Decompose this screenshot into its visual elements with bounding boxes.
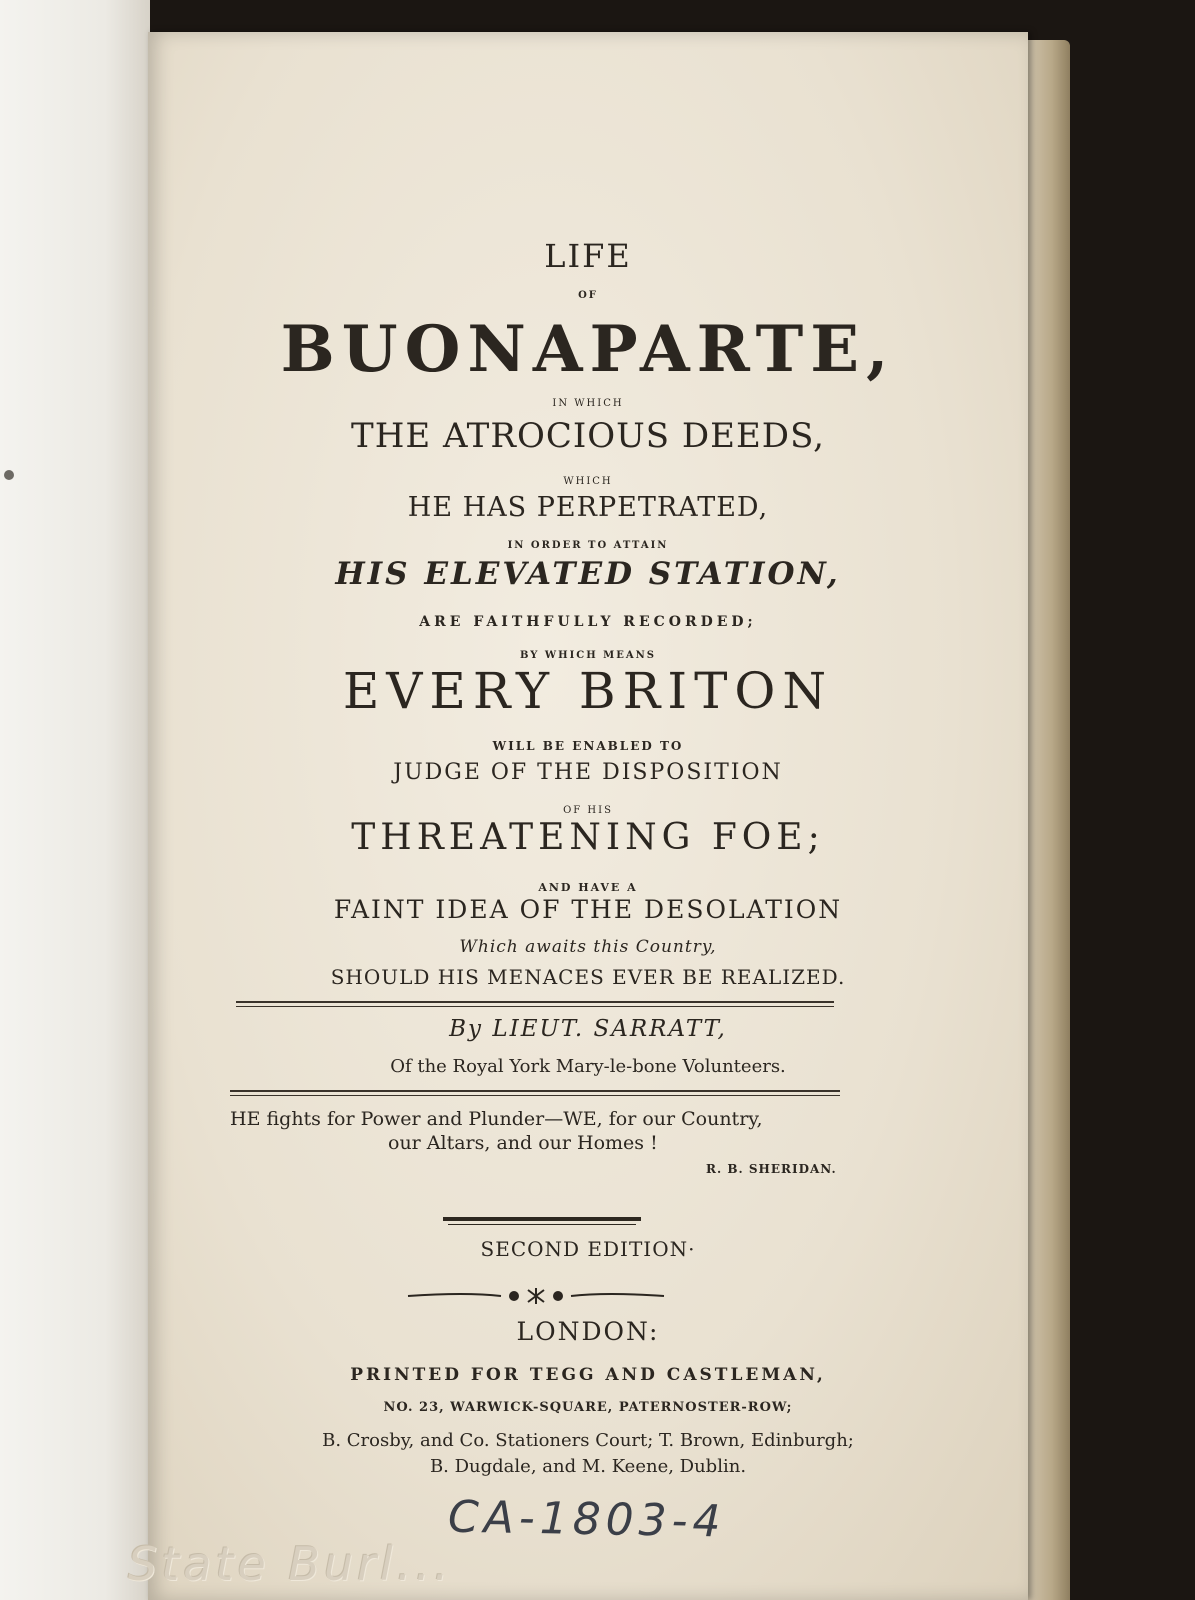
divider-rule <box>230 1090 840 1092</box>
author-regiment: Of the Royal York Mary-le-bone Volunteers. <box>390 1056 786 1077</box>
title-by-which: BY WHICH MEANS <box>520 650 656 661</box>
title-perpetrated: HE HAS PERPETRATED, <box>407 492 769 523</box>
imprint-city: LONDON: <box>516 1317 660 1346</box>
title-of-his: OF HIS <box>563 805 613 816</box>
title-subject: BUONAPARTE, <box>280 312 896 387</box>
title-threatening-foe: THREATENING FOE; <box>351 817 825 858</box>
divider-rule <box>230 1095 840 1096</box>
title-judge: JUDGE OF THE DISPOSITION <box>393 760 783 785</box>
epigraph-line-2: our Altars, and our Homes ! <box>388 1132 658 1154</box>
ornamental-rule <box>448 1224 636 1225</box>
title-in-order: IN ORDER TO ATTAIN <box>507 540 669 551</box>
divider-rule <box>236 1006 834 1007</box>
title-in-which: IN WHICH <box>552 398 624 409</box>
printers-ornament <box>406 1284 666 1308</box>
imprint-address: NO. 23, WARWICK-SQUARE, PATERNOSTER-ROW; <box>383 1400 793 1415</box>
title-every-briton: EVERY BRITON <box>342 662 834 720</box>
epigraph-attribution: R. B. SHERIDAN. <box>706 1162 837 1176</box>
title-faint-idea: FAINT IDEA OF THE DESOLATION <box>333 895 843 924</box>
paper-speck <box>4 470 14 480</box>
imprint-printer: PRINTED FOR TEGG AND CASTLEMAN, <box>350 1365 826 1385</box>
imprint-booksellers-1: B. Crosby, and Co. Stationers Court; T. Brown, Edinburgh; <box>322 1430 854 1451</box>
title-and-have: AND HAVE A <box>538 881 638 894</box>
epigraph-line-1: HE fights for Power and Plunder—WE, for our Country, <box>230 1108 763 1130</box>
title-life: LIFE <box>544 237 632 275</box>
author-name: By LIEUT. SARRATT, <box>449 1016 727 1042</box>
edition-label: SECOND EDITION· <box>480 1237 696 1261</box>
title-elevated-station: HIS ELEVATED STATION, <box>335 556 841 592</box>
divider-rule <box>236 1001 834 1003</box>
imprint-booksellers-2: B. Dugdale, and M. Keene, Dublin. <box>429 1456 747 1477</box>
title-awaits: Which awaits this Country, <box>459 937 717 957</box>
title-enabled: WILL BE ENABLED TO <box>492 739 684 753</box>
embossed-stamp: State Burl... <box>128 1537 453 1591</box>
title-atrocious-deeds: THE ATROCIOUS DEEDS, <box>351 416 825 456</box>
title-which: WHICH <box>563 476 613 487</box>
title-menaces: SHOULD HIS MENACES EVER BE REALIZED. <box>330 965 846 989</box>
handwritten-catalog-number: CA-1803-4 <box>447 1491 726 1548</box>
title-of: OF <box>578 290 598 301</box>
ornamental-rule <box>443 1217 641 1221</box>
title-page <box>128 32 1028 1600</box>
facing-blank-page <box>0 0 150 1600</box>
title-faithfully-recorded: ARE FAITHFULLY RECORDED; <box>419 614 757 630</box>
